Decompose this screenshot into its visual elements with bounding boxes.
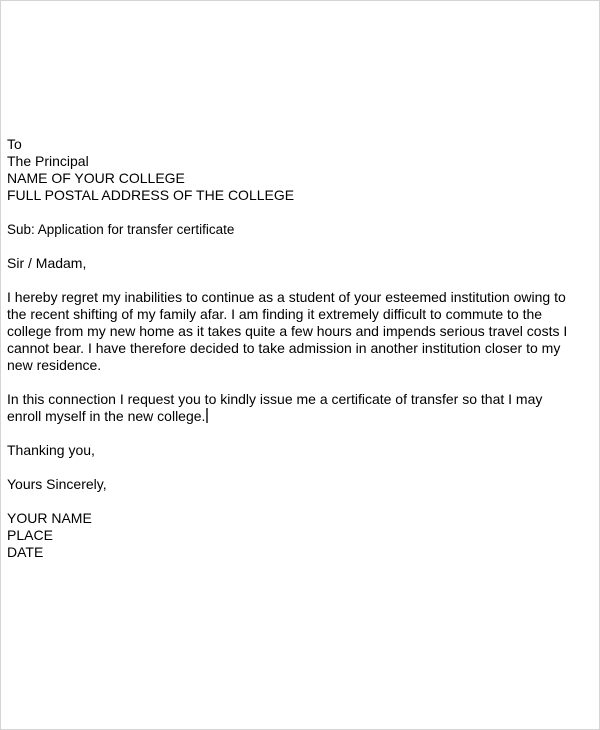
- paragraph-2-line: In this connection I request you to kindly issue me a certificate of transfer so that I may: [7, 391, 543, 407]
- paragraph-1-line: the recent shifting of my family afar. I am finding it extremely difficult to commute to the: [7, 306, 543, 322]
- salutation-line: Sir / Madam,: [7, 255, 87, 271]
- spacer: [7, 238, 595, 255]
- spacer: [7, 204, 595, 221]
- spacer: [7, 272, 595, 289]
- text-cursor: [206, 408, 208, 423]
- recipient-line: The Principal: [7, 153, 89, 169]
- subject-line: Sub: Application for transfer certificate: [7, 222, 235, 237]
- letter-body: [7, 136, 595, 561]
- thanks-line: Thanking you,: [7, 442, 95, 458]
- closing-line: Yours Sincerely,: [7, 476, 107, 492]
- paragraph-1-line: new residence.: [7, 357, 102, 373]
- paragraph-1-line: cannot bear. I have therefore decided to take admission in another institution closer to my: [7, 340, 561, 356]
- paragraph-1-line: college from my new home as it takes quite a few hours and impends serious travel costs I: [7, 323, 568, 339]
- date-line: DATE: [7, 544, 44, 560]
- place-line: PLACE: [7, 527, 53, 543]
- paragraph-2-last-line[interactable]: [7, 408, 595, 425]
- paragraph-2-text: enroll myself in the new college.: [7, 408, 206, 424]
- college-address-line: FULL POSTAL ADDRESS OF THE COLLEGE: [7, 187, 295, 203]
- spacer: [7, 374, 595, 391]
- spacer: [7, 493, 595, 510]
- to-line: To: [7, 136, 22, 152]
- sender-name-line: YOUR NAME: [7, 510, 92, 526]
- paragraph-1-line: I hereby regret my inabilities to continue as a student of your esteemed institution owing to: [7, 289, 566, 305]
- college-name-line: NAME OF YOUR COLLEGE: [7, 170, 185, 186]
- spacer: [7, 459, 595, 476]
- spacer: [7, 425, 595, 442]
